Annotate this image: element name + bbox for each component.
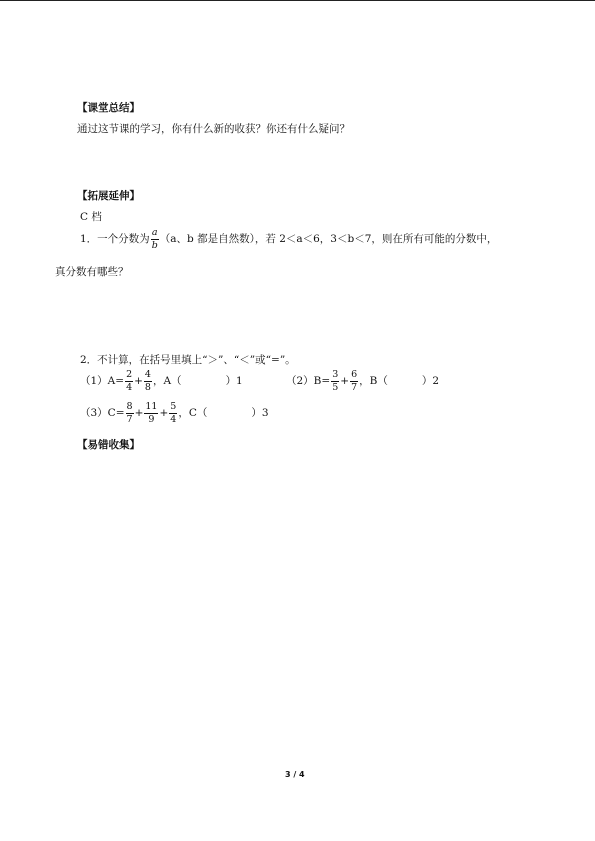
q1-fraction-numerator: a: [151, 227, 158, 238]
p2-label: （2）B=: [286, 374, 331, 387]
q2-part-3: [80, 402, 269, 424]
q1-prefix: 1．一个分数为: [80, 232, 150, 245]
p2-compare-open: ，B（: [359, 374, 388, 387]
level-label: C 档: [80, 211, 102, 223]
p3-f3-denominator: 4: [170, 413, 177, 425]
p1-f1-numerator: 2: [126, 369, 133, 380]
p3-plus-1: +: [134, 406, 144, 419]
p3-f2-numerator: 11: [145, 401, 158, 412]
p1-fraction-2: [144, 370, 152, 392]
p2-f1-numerator: 3: [332, 369, 339, 380]
mistakes-heading: 【易错收集】: [77, 439, 140, 451]
p1-compare-close: ）1: [225, 374, 243, 387]
q2-stem: 2．不计算，在括号里填上“＞”、“＜”或“=”。: [80, 354, 296, 366]
question-1: [80, 228, 497, 250]
p2-f2-denominator: 7: [351, 381, 358, 393]
p3-f1-numerator: 8: [126, 401, 133, 412]
q1-fraction: [151, 228, 159, 250]
p3-compare-close: ）3: [251, 406, 269, 419]
p3-label: （3）C=: [80, 406, 125, 419]
p1-f2-denominator: 8: [144, 381, 151, 393]
q1-suffix: （a、b 都是自然数），若 2＜a＜6，3＜b＜7，则在所有可能的分数中，: [159, 232, 498, 245]
page-top-border: [0, 0, 595, 1]
summary-text: 通过这节课的学习，你有什么新的收获？你还有什么疑问？: [77, 123, 350, 135]
p3-compare-open: ，C（: [178, 406, 208, 419]
page-number: 3 / 4: [285, 770, 305, 779]
p2-f2-numerator: 6: [351, 369, 358, 380]
p3-f3-numerator: 5: [170, 401, 177, 412]
p1-label: （1）A=: [80, 374, 125, 387]
p2-compare-close: ）2: [421, 374, 440, 387]
p2-plus: +: [340, 374, 350, 387]
p1-plus: +: [134, 374, 143, 387]
summary-heading: 【课堂总结】: [77, 102, 140, 114]
q1-line2: 真分数有哪些？: [55, 266, 129, 278]
p1-fraction-1: [125, 370, 133, 392]
p1-compare-open: ，A（: [152, 374, 182, 387]
p3-plus-2: +: [159, 406, 169, 419]
q1-fraction-denominator: b: [151, 239, 158, 251]
p3-fraction-3: [169, 402, 177, 424]
q2-part-2: [286, 370, 439, 392]
p1-f2-numerator: 4: [144, 369, 151, 380]
extension-heading: 【拓展延伸】: [77, 190, 140, 202]
p2-f1-denominator: 5: [332, 381, 339, 393]
p2-fraction-1: [331, 370, 339, 392]
p3-fraction-2: [144, 402, 158, 424]
p3-fraction-1: [126, 402, 134, 424]
q2-part-1: [80, 370, 243, 392]
p3-f1-denominator: 7: [126, 413, 133, 425]
p2-fraction-2: [350, 370, 358, 392]
p1-f1-denominator: 4: [126, 381, 133, 393]
p3-f2-denominator: 9: [148, 413, 155, 425]
